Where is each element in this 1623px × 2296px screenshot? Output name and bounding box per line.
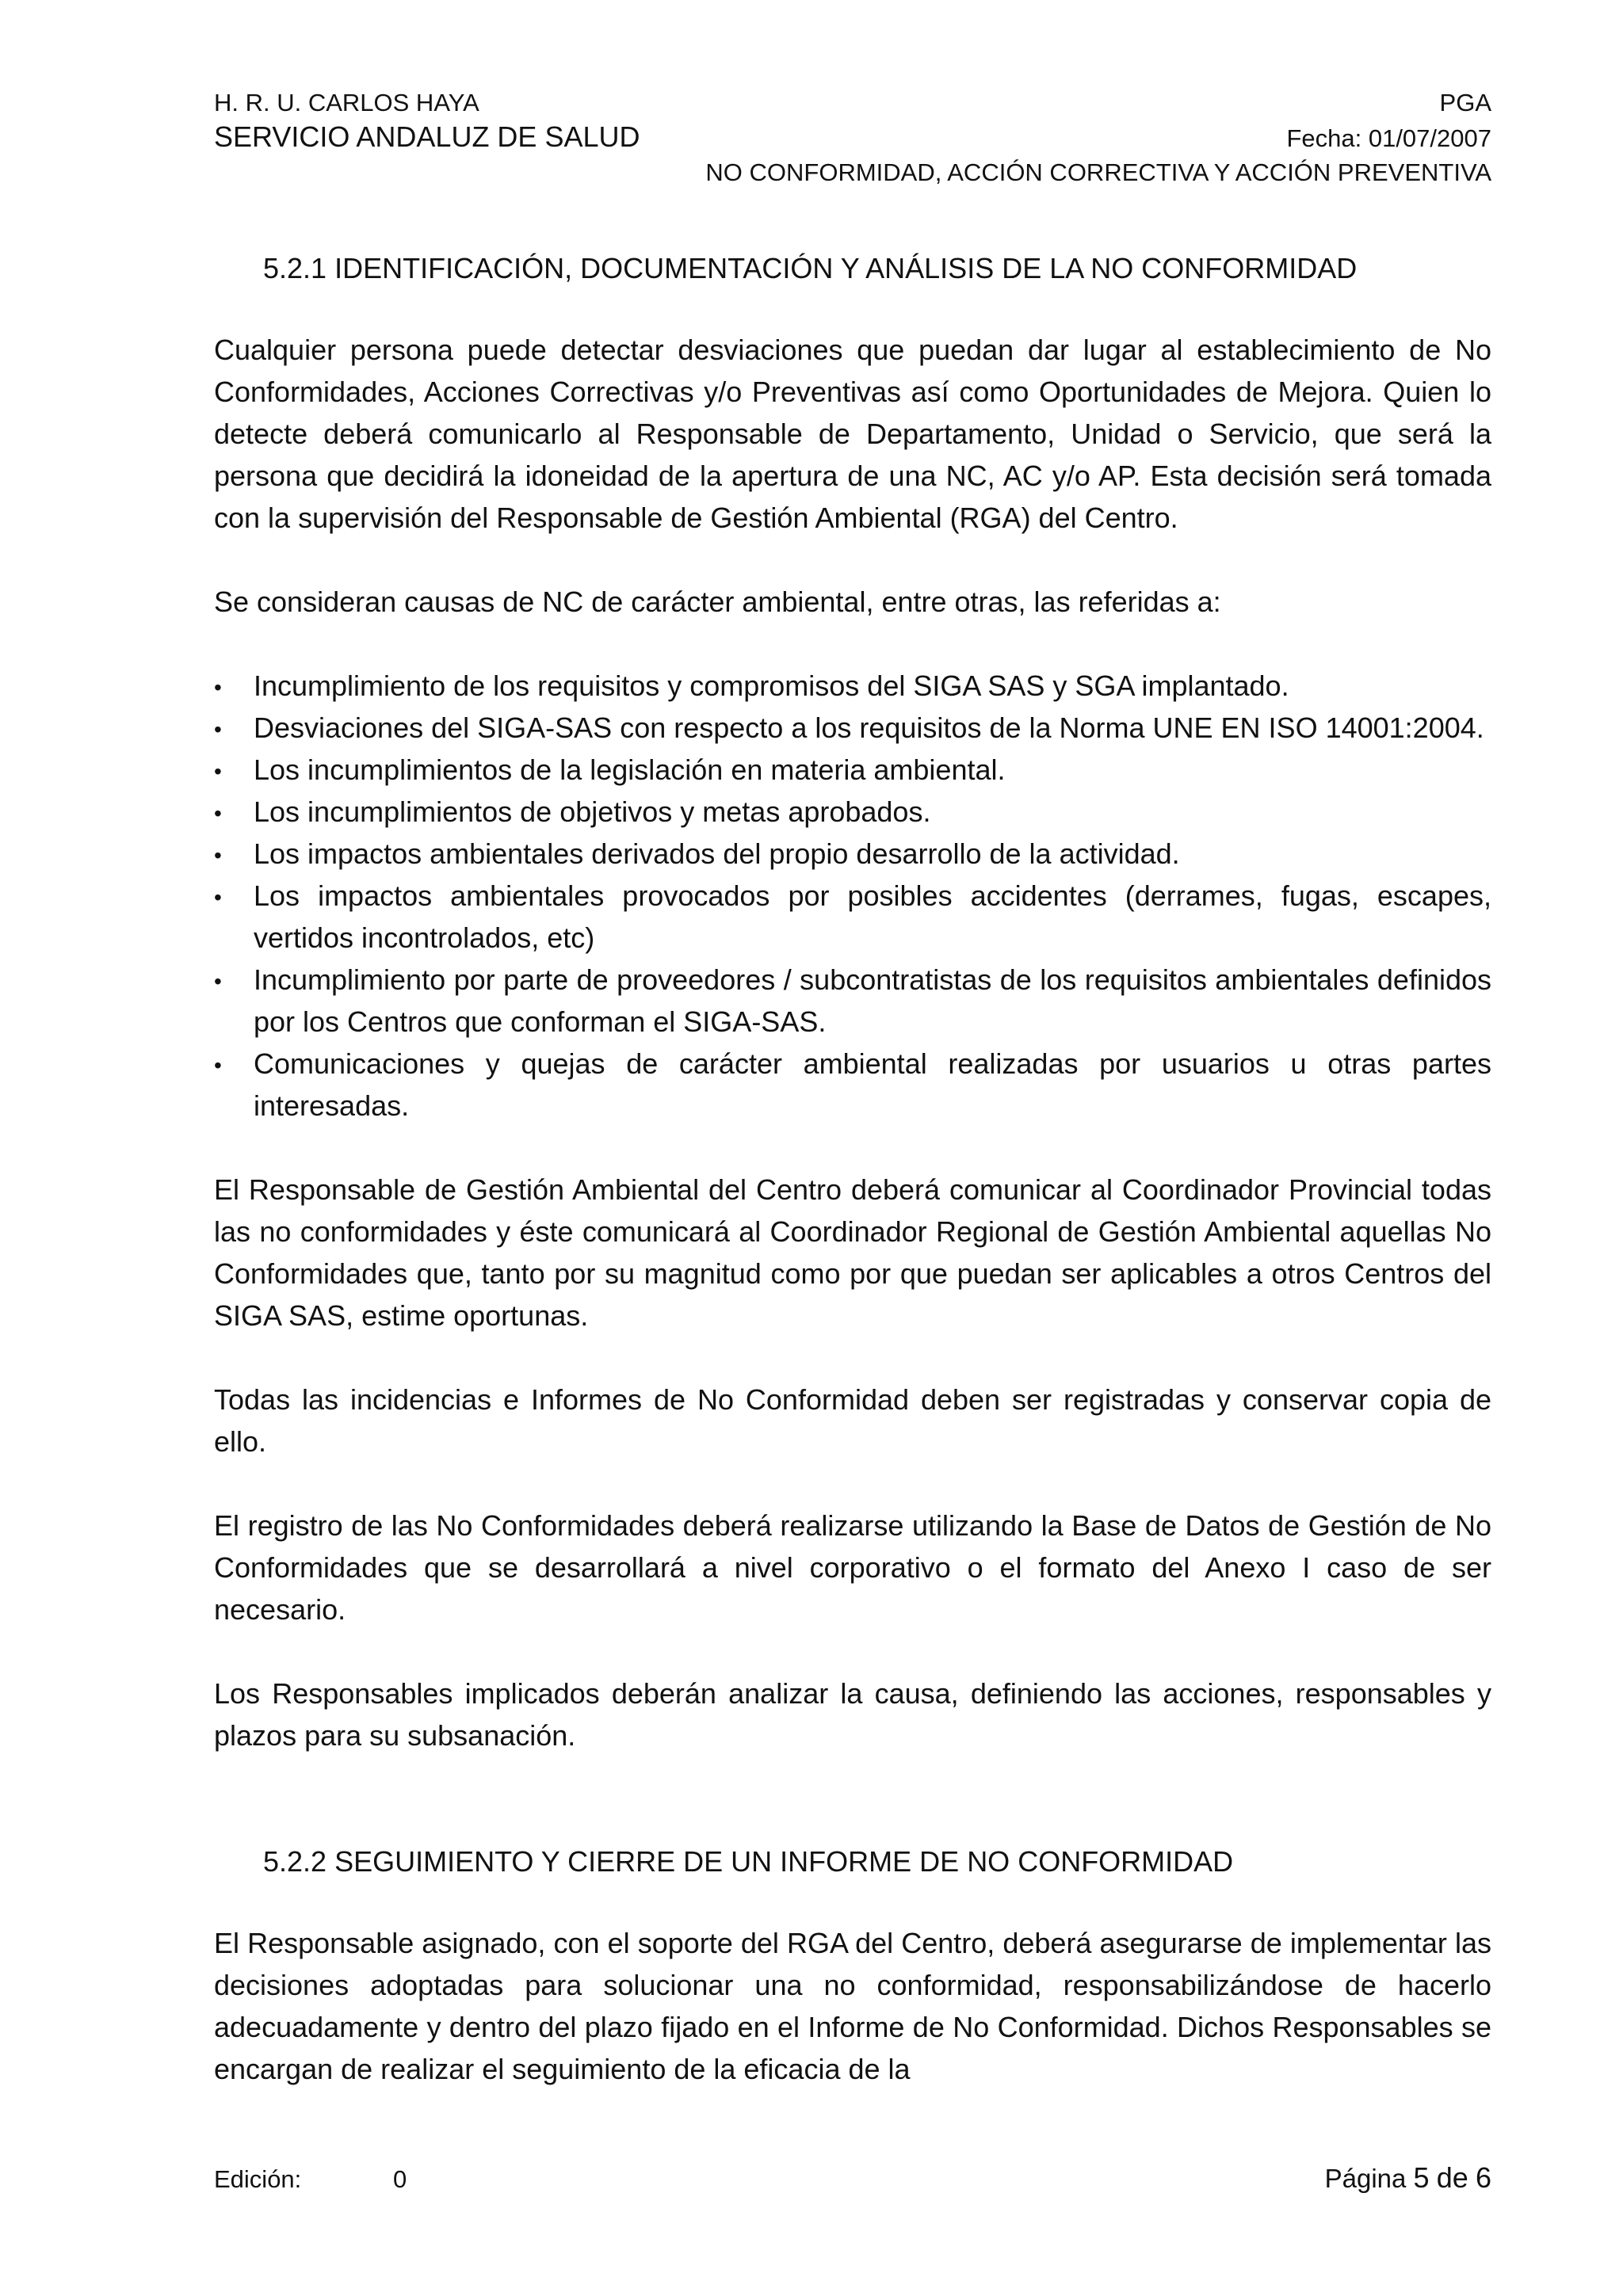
list-item-text: Incumplimiento por parte de proveedores / subcontratistas de los requisitos ambientales definidos por los Centros que conforman el SIGA-SAS. [254,963,1491,1038]
document-body [214,247,1491,2090]
paragraph-registro-copia: Todas las incidencias e Informes de No Conformidad deben ser registradas y conservar copia de ello. [214,1383,1491,1458]
footer-edition-value: 0 [393,2165,407,2193]
bullet-icon: • [214,885,222,910]
footer-edition-label: Edición: [214,2165,302,2193]
paragraph-responsables: Los Responsables implicados deberán analizar la causa, definiendo las acciones, responsables y plazos para su subsanación. [214,1677,1491,1752]
paragraph-rga: El Responsable de Gestión Ambiental del Centro deberá comunicar al Coordinador Provincial todas las no conformidades y éste comunicará al Coordinador Regional de Gestión Ambiental aquellas No Conformidades que, tanto por su magnitud como por que puedan ser aplicables a otros Centros del SIGA SAS, estime oportunas. [214,1173,1491,1332]
header-date: Fecha: 01/07/2007 [1286,124,1491,152]
list-item [214,791,1491,833]
causes-list [214,665,1491,1127]
bullet-icon: • [214,1053,222,1077]
page-number-of: de [1436,2161,1468,2194]
page-footer [214,2161,1491,2195]
page-number [1325,2161,1491,2195]
list-item [214,875,1491,959]
section-spacer [214,1798,1491,1840]
paragraph-causes-intro: Se consideran causas de NC de carácter ambiental, entre otras, las referidas a: [214,585,1221,618]
paragraph-intro: Cualquier persona puede detectar desviaciones que puedan dar lugar al establecimiento de No Conformidades, Acciones Correctivas y/o Preventivas así como Oportunidades de Mejora. Quien lo detecte deberá comunicarlo al Responsable de Departamento, Unidad o Servicio, que será la persona que decidirá la idoneidad de la apertura de una NC, AC y/o AP. Esta decisión será tomada con la supervisión del Responsable de Gestión Ambiental (RGA) del Centro. [214,334,1491,534]
section-heading-5-2-2: 5.2.2 SEGUIMIENTO Y CIERRE DE UN INFORME DE NO CONFORMIDAD [263,1845,1234,1878]
list-item-text: Los impactos ambientales provocados por posibles accidentes (derrames, fugas, escapes, vertidos incontrolados, etc) [254,879,1491,954]
list-item [214,665,1491,707]
header-service: SERVICIO ANDALUZ DE SALUD [214,120,640,153]
section-heading-5-2-1: 5.2.1 IDENTIFICACIÓN, DOCUMENTACIÓN Y ANÁLISIS DE LA NO CONFORMIDAD [263,252,1358,284]
list-item [214,1043,1491,1127]
bullet-icon: • [214,969,222,994]
bullet-icon: • [214,801,222,826]
list-item-text: Los incumplimientos de objetivos y metas aprobados. [254,795,931,828]
list-item-text: Comunicaciones y quejas de carácter ambiental realizadas por usuarios u otras partes interesadas. [254,1047,1491,1122]
list-item [214,959,1491,1043]
page-number-prefix: Página [1324,2164,1407,2193]
header-doc-title: NO CONFORMIDAD, ACCIÓN CORRECTIVA Y ACCIÓN PREVENTIVA [705,158,1491,186]
page-number-current: 5 [1413,2161,1430,2194]
list-item [214,833,1491,875]
header-doc-code: PGA [1439,89,1491,116]
paragraph-registro-base-datos: El registro de las No Conformidades deberá realizarse utilizando la Base de Datos de Gestión de No Conformidades que se desarrollará a nivel corporativo o el formato del Anexo I caso de ser necesario. [214,1509,1491,1626]
page-number-total: 6 [1475,2161,1491,2194]
bullet-icon: • [214,717,222,742]
page-header [214,89,1491,187]
list-item-text: Los incumplimientos de la legislación en materia ambiental. [254,753,1006,786]
bullet-icon: • [214,759,222,784]
bullet-icon: • [214,675,222,700]
list-item-text: Desviaciones del SIGA-SAS con respecto a los requisitos de la Norma UNE EN ISO 14001:2004. [254,711,1484,744]
list-item-text: Incumplimiento de los requisitos y compromisos del SIGA SAS y SGA implantado. [254,669,1289,702]
list-item [214,749,1491,791]
footer-edition [214,2165,407,2194]
header-organization: H. R. U. CARLOS HAYA [214,89,479,116]
list-item-text: Los impactos ambientales derivados del propio desarrollo de la actividad. [254,837,1180,870]
paragraph-seguimiento: El Responsable asignado, con el soporte del RGA del Centro, deberá asegurarse de implementar las decisiones adoptadas para solucionar una no conformidad, responsabilizándose de hacerlo adecuadamente y dentro del plazo fijado en el Informe de No Conformidad. Dichos Responsables se encargan de realizar el seguimiento de la eficacia de la [214,1927,1491,2085]
bullet-icon: • [214,843,222,868]
list-item [214,707,1491,749]
